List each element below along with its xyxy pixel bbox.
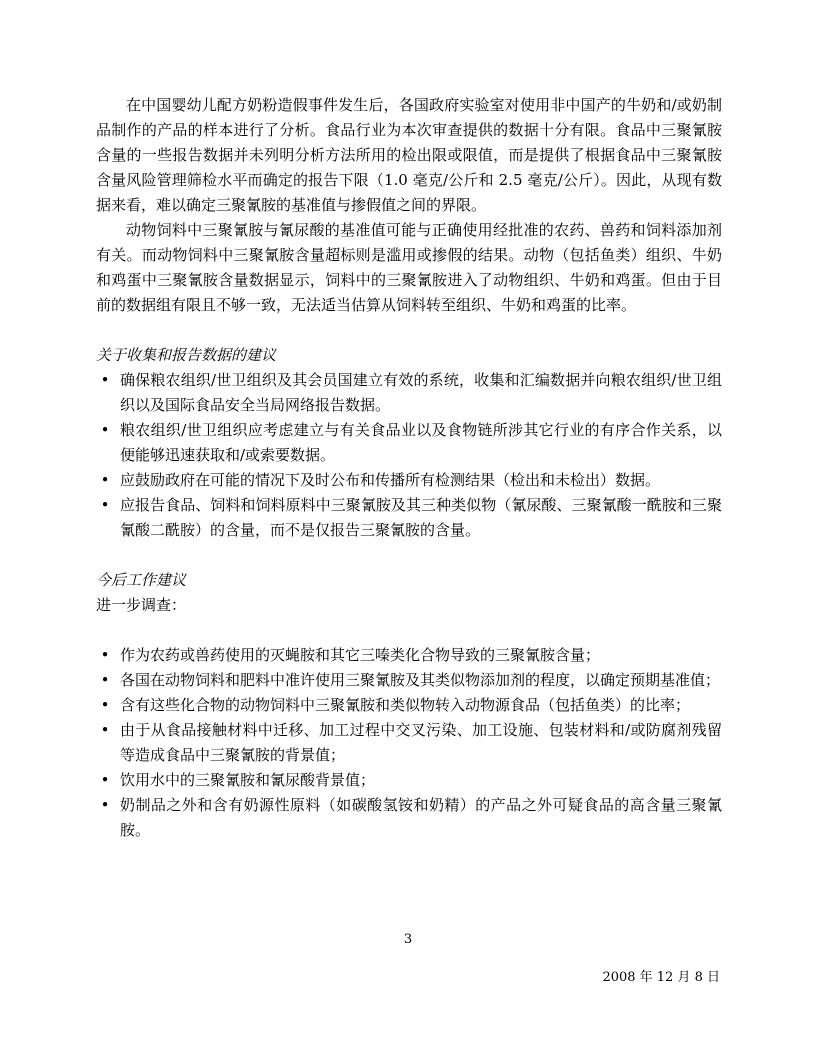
intro-paragraph-1: 在中国婴幼儿配方奶粉造假事件发生后，各国政府实验室对使用非中国产的牛奶和/或奶制品制作的产品的样本进行了分析。食品行业为本次审查提供的数据十分有限。食品中三聚氰胺含量的一些报告数据并未列明分析方法所用的检出限或限值，而是提供了根据食品中三聚氰胺含量风险管理筛检水平而确定的报告下限（1.0 毫克/公斤和 2.5 毫克/公斤）。因此，从现有数据来看，难以确定三聚氰胺的基准值与掺假值之间的界限。 — [96, 96, 722, 214]
spacer — [96, 318, 722, 343]
list-item-text: 粮农组织/世卫组织应考虑建立与有关食品业以及食物链所涉其它行业的有序合作关系，以便能够迅速获取和/或索要数据。 — [120, 421, 722, 464]
spacer — [96, 543, 722, 568]
bullet-icon: • — [100, 646, 110, 664]
list-item-text: 作为农药或兽药使用的灭蝇胺和其它三嗪类化合物导致的三聚氰胺含量； — [120, 646, 601, 664]
future-work-list — [96, 643, 722, 843]
list-item-text: 各国在动物饲料和肥料中准许使用三聚氰胺及其类似物添加剂的程度，以确定预期基准值； — [120, 671, 721, 689]
list-item — [96, 643, 722, 668]
bullet-icon: • — [100, 371, 110, 389]
list-item-text: 应鼓励政府在可能的情况下及时公布和传播所有检测结果（检出和未检出）数据。 — [120, 471, 661, 489]
bullet-icon: • — [100, 496, 110, 514]
bullet-icon: • — [100, 696, 110, 714]
list-item-text: 饮用水中的三聚氰胺和氰尿酸背景值； — [120, 771, 376, 789]
bullet-icon: • — [100, 796, 110, 814]
bullet-icon: • — [100, 771, 110, 789]
list-item — [96, 668, 722, 693]
list-item-text: 含有这些化合物的动物饲料中三聚氰胺和类似物转入动物源食品（包括鱼类）的比率； — [120, 696, 691, 714]
bullet-icon: • — [100, 671, 110, 689]
spacer — [96, 618, 722, 643]
list-item — [96, 493, 722, 543]
bullet-icon: • — [100, 471, 110, 489]
bullet-icon: • — [100, 421, 110, 439]
list-item — [96, 368, 722, 418]
list-item-text: 确保粮农组织/世卫组织及其会员国建立有效的系统，收集和汇编数据并向粮农组织/世卫组织以及国际食品安全当局网络报告数据。 — [120, 371, 722, 414]
list-item-text: 由于从食品接触材料中迁移、加工过程中交叉污染、加工设施、包装材料和/或防腐剂残留等造成食品中三聚氰胺的背景值； — [120, 721, 722, 764]
future-work-heading: 今后工作建议 — [96, 571, 187, 589]
page-number: 3 — [403, 932, 413, 947]
intro-paragraph-2: 动物饲料中三聚氰胺与氰尿酸的基准值可能与正确使用经批准的农药、兽药和饲料添加剂有关。而动物饲料中三聚氰胺含量超标则是滥用或掺假的结果。动物（包括鱼类）组织、牛奶和鸡蛋中三聚氰胺含量数据显示，饲料中的三聚氰胺进入了动物组织、牛奶和鸡蛋。但由于目前的数据组有限且不够一致，无法适当估算从饲料转至组织、牛奶和鸡蛋的比率。 — [96, 221, 722, 314]
list-item — [96, 793, 722, 843]
list-item — [96, 418, 722, 468]
document-date: 2008 年 12 月 8 日 — [602, 970, 720, 985]
bullet-icon: • — [100, 721, 110, 739]
future-work-subheading: 进一步调查： — [96, 596, 187, 614]
list-item-text: 奶制品之外和含有奶源性原料（如碳酸氢铵和奶精）的产品之外可疑食品的高含量三聚氰胺。 — [120, 796, 722, 839]
list-item — [96, 693, 722, 718]
list-item-text: 应报告食品、饲料和饲料原料中三聚氰胺及其三种类似物（氰尿酸、三聚氰酸一酰胺和三聚氰酸二酰胺）的含量，而不是仅报告三聚氰胺的含量。 — [120, 496, 722, 539]
list-item — [96, 718, 722, 768]
list-item — [96, 768, 722, 793]
data-recommendations-heading: 关于收集和报告数据的建议 — [96, 346, 277, 364]
data-recommendations-list — [96, 368, 722, 543]
document-body — [96, 93, 722, 843]
list-item — [96, 468, 722, 493]
